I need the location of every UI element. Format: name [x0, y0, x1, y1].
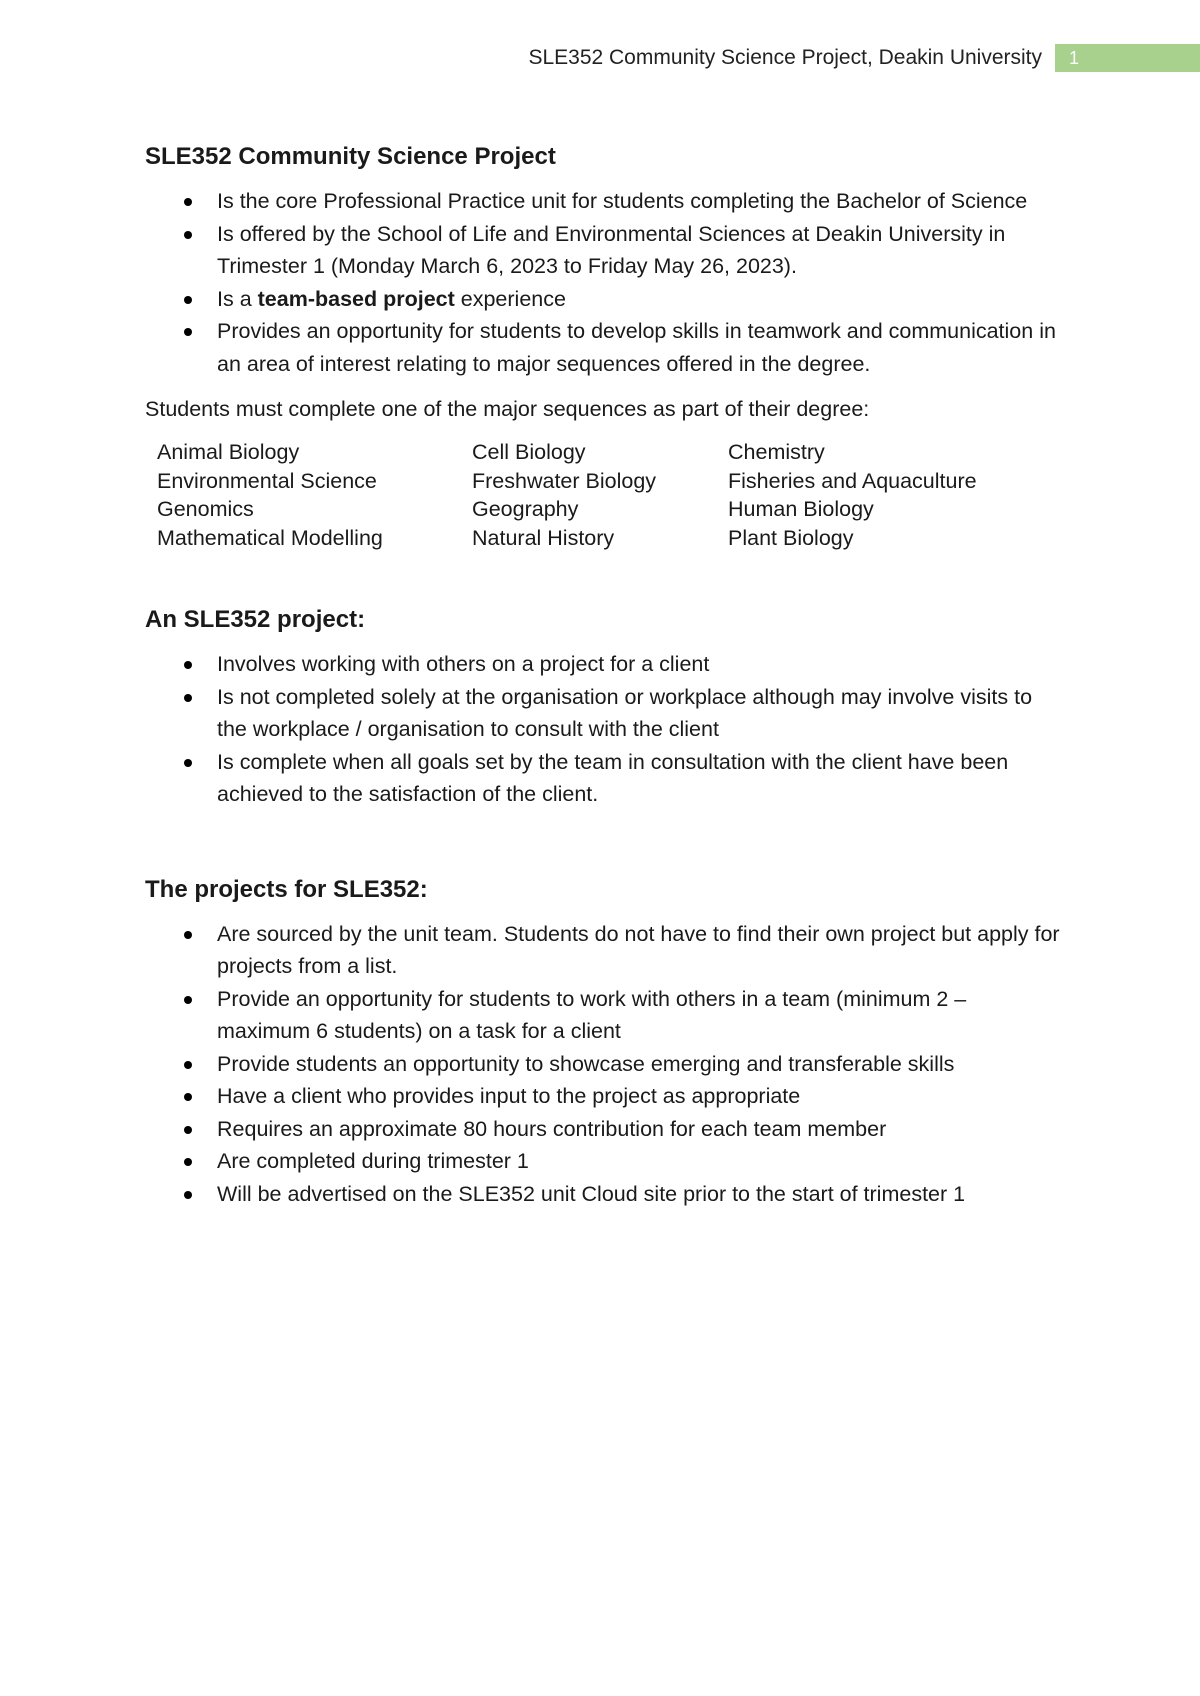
header-title: SLE352 Community Science Project, Deakin University [528, 46, 1042, 69]
major-item: Geography [472, 497, 579, 521]
unit-bullets [145, 185, 1065, 380]
major-item: Human Biology [728, 497, 874, 521]
bullet-text-after: experience [454, 286, 566, 311]
document-body [145, 140, 1065, 1210]
bullet-item: Have a client who provides input to the project as appropriate [145, 1080, 1065, 1113]
bullet-item: Is the core Professional Practice unit for students completing the Bachelor of Science [145, 185, 1065, 218]
projects-bullets [145, 918, 1065, 1211]
major-item: Genomics [157, 497, 254, 521]
project-bullets [145, 648, 1065, 811]
bullet-item: Is not completed solely at the organisation or workplace although may involve visits to the workplace / organisation to consult with the client [145, 681, 1065, 746]
section-heading-unit: SLE352 Community Science Project [145, 143, 556, 170]
majors-table [157, 438, 1065, 552]
page-header [0, 44, 1200, 72]
major-item: Freshwater Biology [472, 468, 657, 493]
bullet-item: Are sourced by the unit team. Students do not have to find their own project but apply for projects from a list. [145, 918, 1065, 983]
bullet-item: Provides an opportunity for students to develop skills in teamwork and communication in an area of interest relating to major sequences offered in the degree. [145, 315, 1065, 380]
major-item: Cell Biology [472, 440, 586, 464]
bullet-item: Requires an approximate 80 hours contribution for each team member [145, 1113, 1065, 1146]
page-number-box [1055, 44, 1200, 72]
page-number: 1 [1069, 48, 1080, 68]
bullet-text-before: Is a [217, 286, 258, 311]
major-item: Mathematical Modelling [157, 525, 383, 550]
bullet-item: Provide an opportunity for students to work with others in a team (minimum 2 – maximum 6 students) on a task for a client [145, 983, 1065, 1048]
bullet-item: Provide students an opportunity to showcase emerging and transferable skills [145, 1048, 1065, 1081]
section-heading-projects-list: The projects for SLE352: [145, 875, 428, 903]
major-item: Chemistry [728, 440, 825, 464]
bullet-item: Are completed during trimester 1 [145, 1145, 1065, 1178]
bullet-item: Will be advertised on the SLE352 unit Cloud site prior to the start of trimester 1 [145, 1178, 1065, 1211]
major-item: Natural History [472, 525, 615, 550]
majors-intro: Students must complete one of the major sequences as part of their degree: [145, 397, 870, 421]
bullet-item: Is complete when all goals set by the team in consultation with the client have been achieved to the satisfaction of the client. [145, 746, 1065, 811]
bullet-item: Is offered by the School of Life and Environmental Sciences at Deakin University in Trimester 1 (Monday March 6, 2023 to Friday May 26, 2023). [145, 218, 1065, 283]
section-heading-project: An SLE352 project: [145, 606, 366, 633]
bullet-text-bold: team-based project [257, 286, 455, 311]
major-item: Fisheries and Aquaculture [728, 468, 977, 493]
major-item: Environmental Science [157, 468, 377, 493]
bullet-item [145, 283, 1065, 316]
major-item: Animal Biology [157, 440, 300, 464]
major-item: Plant Biology [728, 525, 854, 550]
bullet-item: Involves working with others on a project for a client [145, 648, 1065, 681]
